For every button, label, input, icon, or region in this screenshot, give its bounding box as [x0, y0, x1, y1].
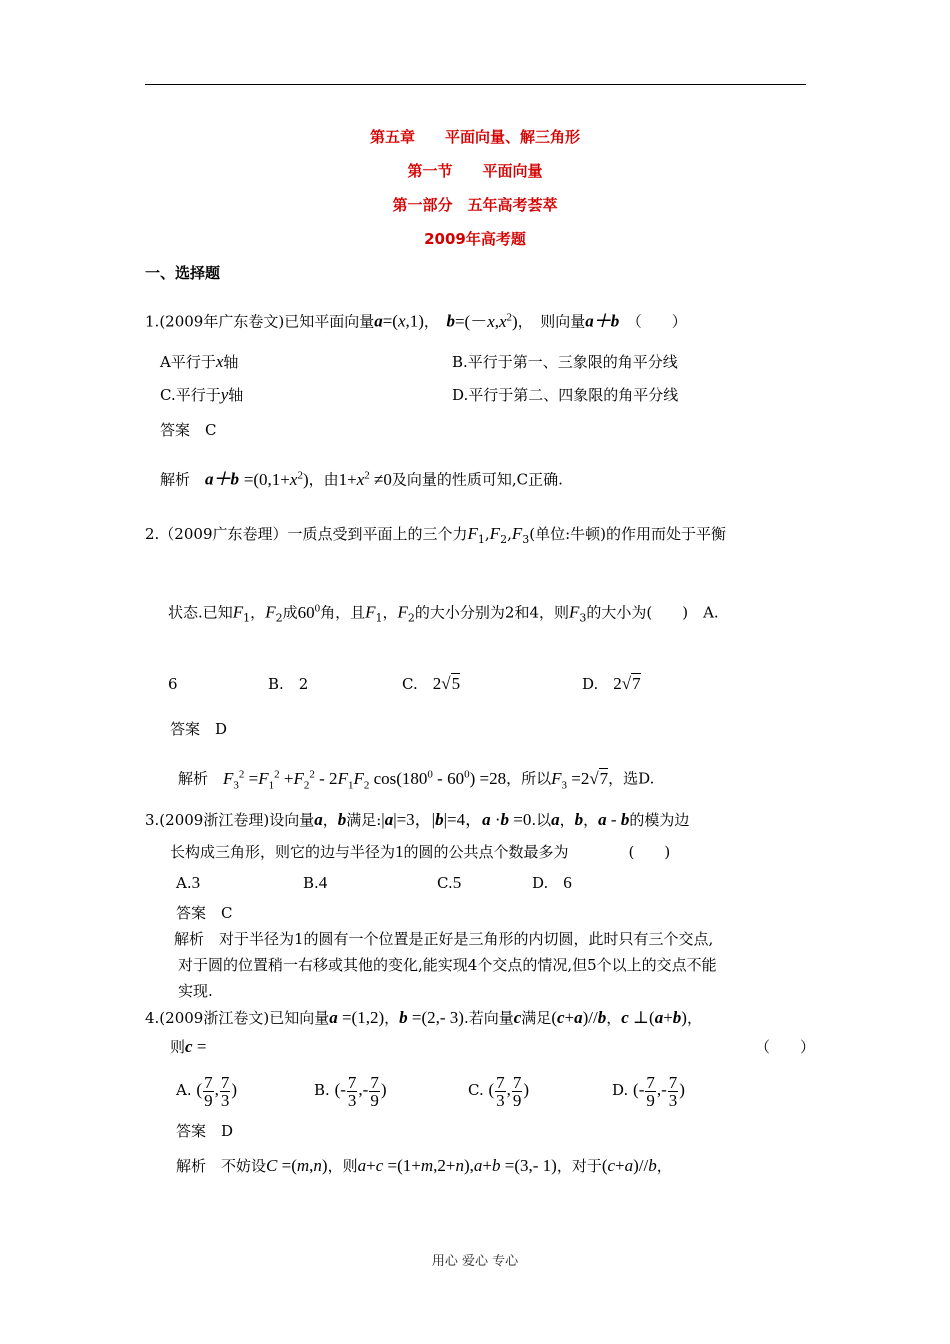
q3-stem-line2: 长构成三角形，则它的边与半径为1的圆的公共点个数最多为 ( ) — [170, 842, 671, 861]
q2-option-d: D. 2√7 — [582, 674, 641, 693]
q3-option-b: B.4 — [303, 873, 328, 892]
part-title: 第一部分 五年高考荟萃 — [392, 196, 558, 214]
q4-answer: 答案 D — [176, 1122, 234, 1140]
q4-stem-line1: 4.(2009浙江卷文)已知向量a =(1,2)，b =(2,- 3).若向量c满足(c+a)//b，c ⊥(a+b)， — [145, 1008, 702, 1027]
q2-answer: 答案 D — [170, 720, 228, 738]
q2-stem-line1: 2.（2009广东卷理）一质点受到平面上的三个力$F_1,F_2,F_3$(单位:牛顿)的作用而处于平衡 — [145, 524, 726, 546]
q4-analysis: 解析 不妨设C =(m,n)，则a+c =(1+m,2+n),a+b =(3,- 1)，对于(c+a)//b， — [176, 1156, 672, 1175]
q3-option-a: A.3 — [176, 873, 201, 892]
q3-stem-line1: 3.(2009浙江卷理)设向量a，b满足:|a|=3，|b|=4，a ·b =0.以a，b，a - b的模为边 — [145, 810, 690, 829]
top-rule — [145, 84, 806, 85]
q4-stem-line2: 则c = — [170, 1037, 207, 1056]
q4-option-c: C. ( $\frac{7}{3}$ , $\frac{7}{9}$ ) — [468, 1072, 530, 1110]
q1-answer: 答案 C — [160, 421, 217, 439]
q3-analysis-line3: 实现. — [178, 982, 213, 1000]
q4-paren: （ ） — [755, 1038, 816, 1056]
q1-option-d: D.平行于第二、四象限的角平分线 — [452, 386, 679, 404]
q2-option-c: C. 2√5 — [402, 674, 461, 693]
q1-option-a: A平行于x轴 — [160, 352, 239, 371]
chapter-title: 第五章 平面向量、解三角形 — [369, 128, 580, 146]
year-title: 2009年高考题 — [424, 230, 526, 248]
q4-option-b: B. (- $\frac{7}{3}$ ,- $\frac{7}{9}$ ) — [314, 1072, 387, 1110]
q4-option-a: A. ( $\frac{7}{9}$ , $\frac{7}{3}$ ) — [176, 1072, 237, 1110]
q1-analysis: 解析 $a+b =(0,1+x^2)$，由$1+x^2 \ne 0$及向量的性质可知,C正确. — [160, 469, 563, 489]
q2-option-a: 6 — [168, 675, 178, 693]
page-footer: 用心 爱心 专心 — [431, 1254, 519, 1269]
q3-analysis-line2: 对于圆的位置稍一右移或其他的变化,能实现4个交点的情况,但5个以上的交点不能 — [178, 956, 717, 974]
q3-answer: 答案 C — [176, 904, 233, 922]
q3-option-c: C.5 — [437, 873, 462, 892]
choice-section-heading: 一、选择题 — [145, 264, 221, 282]
q2-analysis: 解析 $F_3^2 =F_1^2 +F_2^2 - 2F_1F_2$ $\cos(180^0 - 60^0) =28$，所以$F_3 =2√7$，选D. — [178, 768, 655, 792]
q3-analysis-line1: 解析 对于半径为1的圆有一个位置是正好是三角形的内切圆，此时只有三个交点, — [174, 930, 714, 948]
q2-stem-line2: 状态.已知$F_1$，$F_2$成$60^0$角，且$F_1$，$F_2$的大小分别为2和4，则$F_3$的大小为( ) A. — [168, 602, 719, 625]
q1-option-b: B.平行于第一、三象限的角平分线 — [452, 353, 678, 371]
q4-option-d: D. (- $\frac{7}{9}$ ,- $\frac{7}{3}$ ) — [612, 1072, 685, 1110]
section-title: 第一节 平面向量 — [407, 162, 543, 180]
q1-stem: 1.(2009年广东卷文)已知平面向量a=(x,1)， $b=(-x,x^2)$， 则向量a＋b （ ） — [145, 311, 687, 331]
q3-option-d: D. 6 — [532, 873, 572, 892]
q1-option-c: C.平行于y轴 — [160, 385, 244, 404]
q2-option-b: B. 2 — [268, 675, 309, 693]
